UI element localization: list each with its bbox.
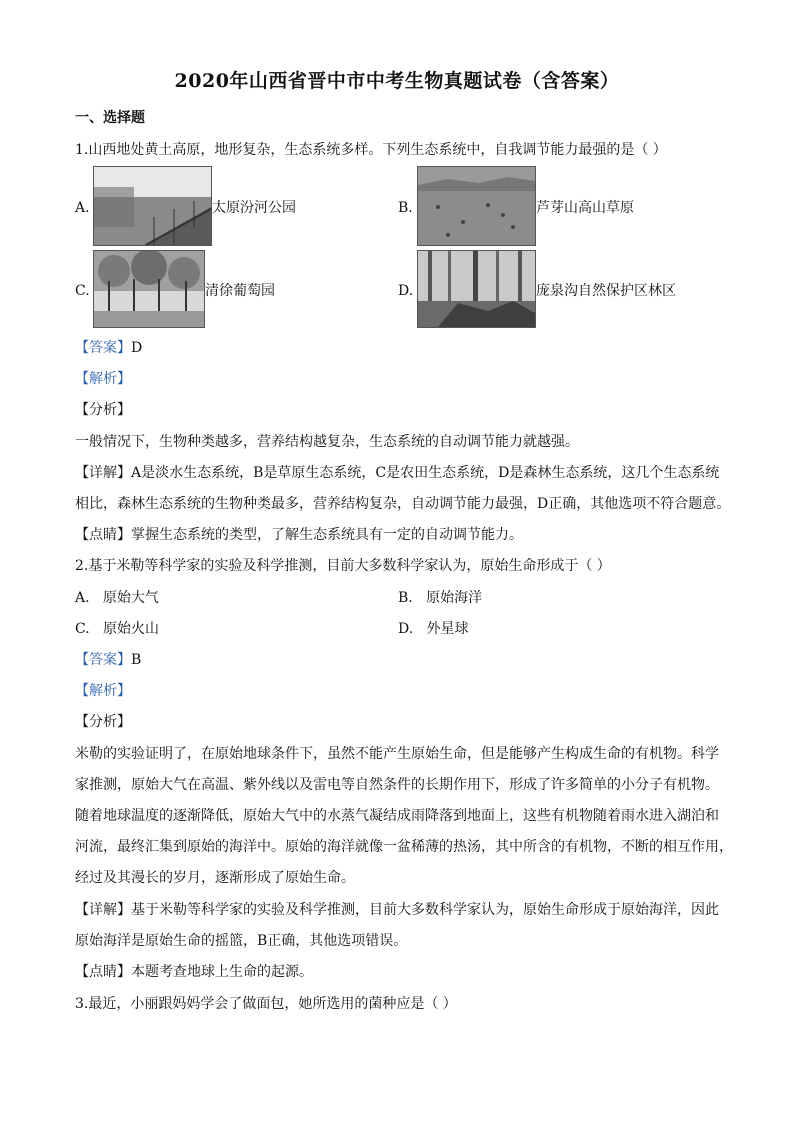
q2-xiangjie-line2: 原始海洋是原始生命的摇篮，B正确，其他选项错误。: [75, 933, 408, 949]
option-text: 原始大气: [102, 590, 159, 606]
q1-option-b-text: 芦芽山高山草原: [536, 200, 634, 216]
option-text: 原始海洋: [426, 590, 483, 606]
q1-xiangjie-line1: [75, 463, 719, 483]
q1-option-d-letter: D.: [398, 283, 414, 299]
q2-fenxi-line5: 经过及其漫长的岁月，逐渐形成了原始生命。: [75, 870, 355, 886]
xiangjie-tag: 【详解】: [75, 465, 131, 481]
section-heading: 一、选择题: [75, 110, 145, 126]
q2-fenxi-tag: 【分析】: [75, 714, 131, 730]
q2-option-c: [75, 619, 159, 639]
xiangjie-text: A是淡水生态系统，B是草原生态系统，C是农田生态系统，D是森林生态系统，这几个生态系统: [131, 465, 720, 481]
q1-option-b-letter: B.: [398, 200, 413, 216]
q1-option-d-text: 庞泉沟自然保护区林区: [536, 283, 676, 299]
page-title: 2020年山西省晋中市中考生物真题试卷（含答案）: [174, 70, 620, 92]
q2-fenxi-line1: 米勒的实验证明了，在原始地球条件下，虽然不能产生原始生命，但是能够产生构成生命的有机物。科学: [75, 746, 719, 762]
q2-fenxi-line2: 家推测，原始大气在高温、紫外线以及雷电等自然条件的长期作用下，形成了许多简单的小分子有机物。: [75, 777, 719, 793]
q1-option-a-photo: [93, 166, 212, 246]
q1-option-d-photo: [417, 250, 536, 328]
q1-option-c-text: 清徐葡萄园: [205, 283, 275, 299]
option-text: 外星球: [426, 621, 469, 637]
option-letter: D.: [398, 621, 414, 637]
question-3-stem: 3.最近，小丽跟妈妈学会了做面包，她所选用的菌种应是（ ）: [75, 996, 457, 1012]
q1-dianjing: [75, 525, 523, 545]
option-letter: B.: [398, 590, 413, 606]
dianjing-tag: 【点睛】: [75, 964, 131, 980]
xiangjie-text: 基于米勒等科学家的实验及科学推测，目前大多数科学家认为，原始生命形成于原始海洋，因此: [131, 902, 719, 918]
q2-fenxi-line4: 河流，最终汇集到原始的海洋中。原始的海洋就像一盆稀薄的热汤，其中所含的有机物，不断的相互作用，: [75, 839, 733, 855]
q1-xiangjie-line2: 相比，森林生态系统的生物种类最多，营养结构复杂，自动调节能力最强，D正确，其他选项不符合题意。: [75, 496, 731, 512]
q1-jiexi-tag: 【解析】: [75, 371, 131, 387]
dianjing-text: 本题考查地球上生命的起源。: [131, 964, 313, 980]
q1-option-c-photo: [93, 250, 205, 328]
answer-tag: 【答案】: [75, 652, 131, 668]
dianjing-tag: 【点睛】: [75, 527, 131, 543]
q2-dianjing: [75, 962, 313, 982]
q1-option-a-text: 太原汾河公园: [212, 200, 296, 216]
q1-answer: [75, 338, 142, 358]
option-letter: A.: [75, 590, 90, 606]
question-1-stem: 1.山西地处黄土高原，地形复杂，生态系统多样。下列生态系统中，自我调节能力最强的是（ ）: [75, 142, 667, 158]
option-text: 原始火山: [103, 621, 160, 637]
q1-option-a-letter: A.: [75, 200, 90, 216]
dianjing-text: 掌握生态系统的类型，了解生态系统具有一定的自动调节能力。: [131, 527, 523, 543]
q2-option-a: [75, 588, 159, 608]
q2-jiexi-tag: 【解析】: [75, 683, 131, 699]
answer-tag: 【答案】: [75, 340, 131, 356]
q1-option-c-letter: C.: [75, 283, 90, 299]
q1-fenxi-text: 一般情况下，生物种类越多，营养结构越复杂，生态系统的自动调节能力就越强。: [75, 434, 579, 450]
answer-value: D: [131, 340, 143, 356]
question-2-stem: 2.基于米勒等科学家的实验及科学推测，目前大多数科学家认为，原始生命形成于（ ）: [75, 558, 611, 574]
q2-option-d: [398, 619, 469, 639]
q1-fenxi-tag: 【分析】: [75, 402, 131, 418]
option-letter: C.: [75, 621, 90, 637]
q2-answer: [75, 650, 141, 670]
q2-option-b: [398, 588, 482, 608]
xiangjie-tag: 【详解】: [75, 902, 131, 918]
q2-fenxi-line3: 随着地球温度的逐渐降低，原始大气中的水蒸气凝结成雨降落到地面上，这些有机物随着雨水进入湖泊和: [75, 808, 719, 824]
q2-xiangjie-line1: [75, 900, 719, 920]
answer-value: B: [131, 652, 142, 668]
q1-option-b-photo: [417, 166, 536, 246]
